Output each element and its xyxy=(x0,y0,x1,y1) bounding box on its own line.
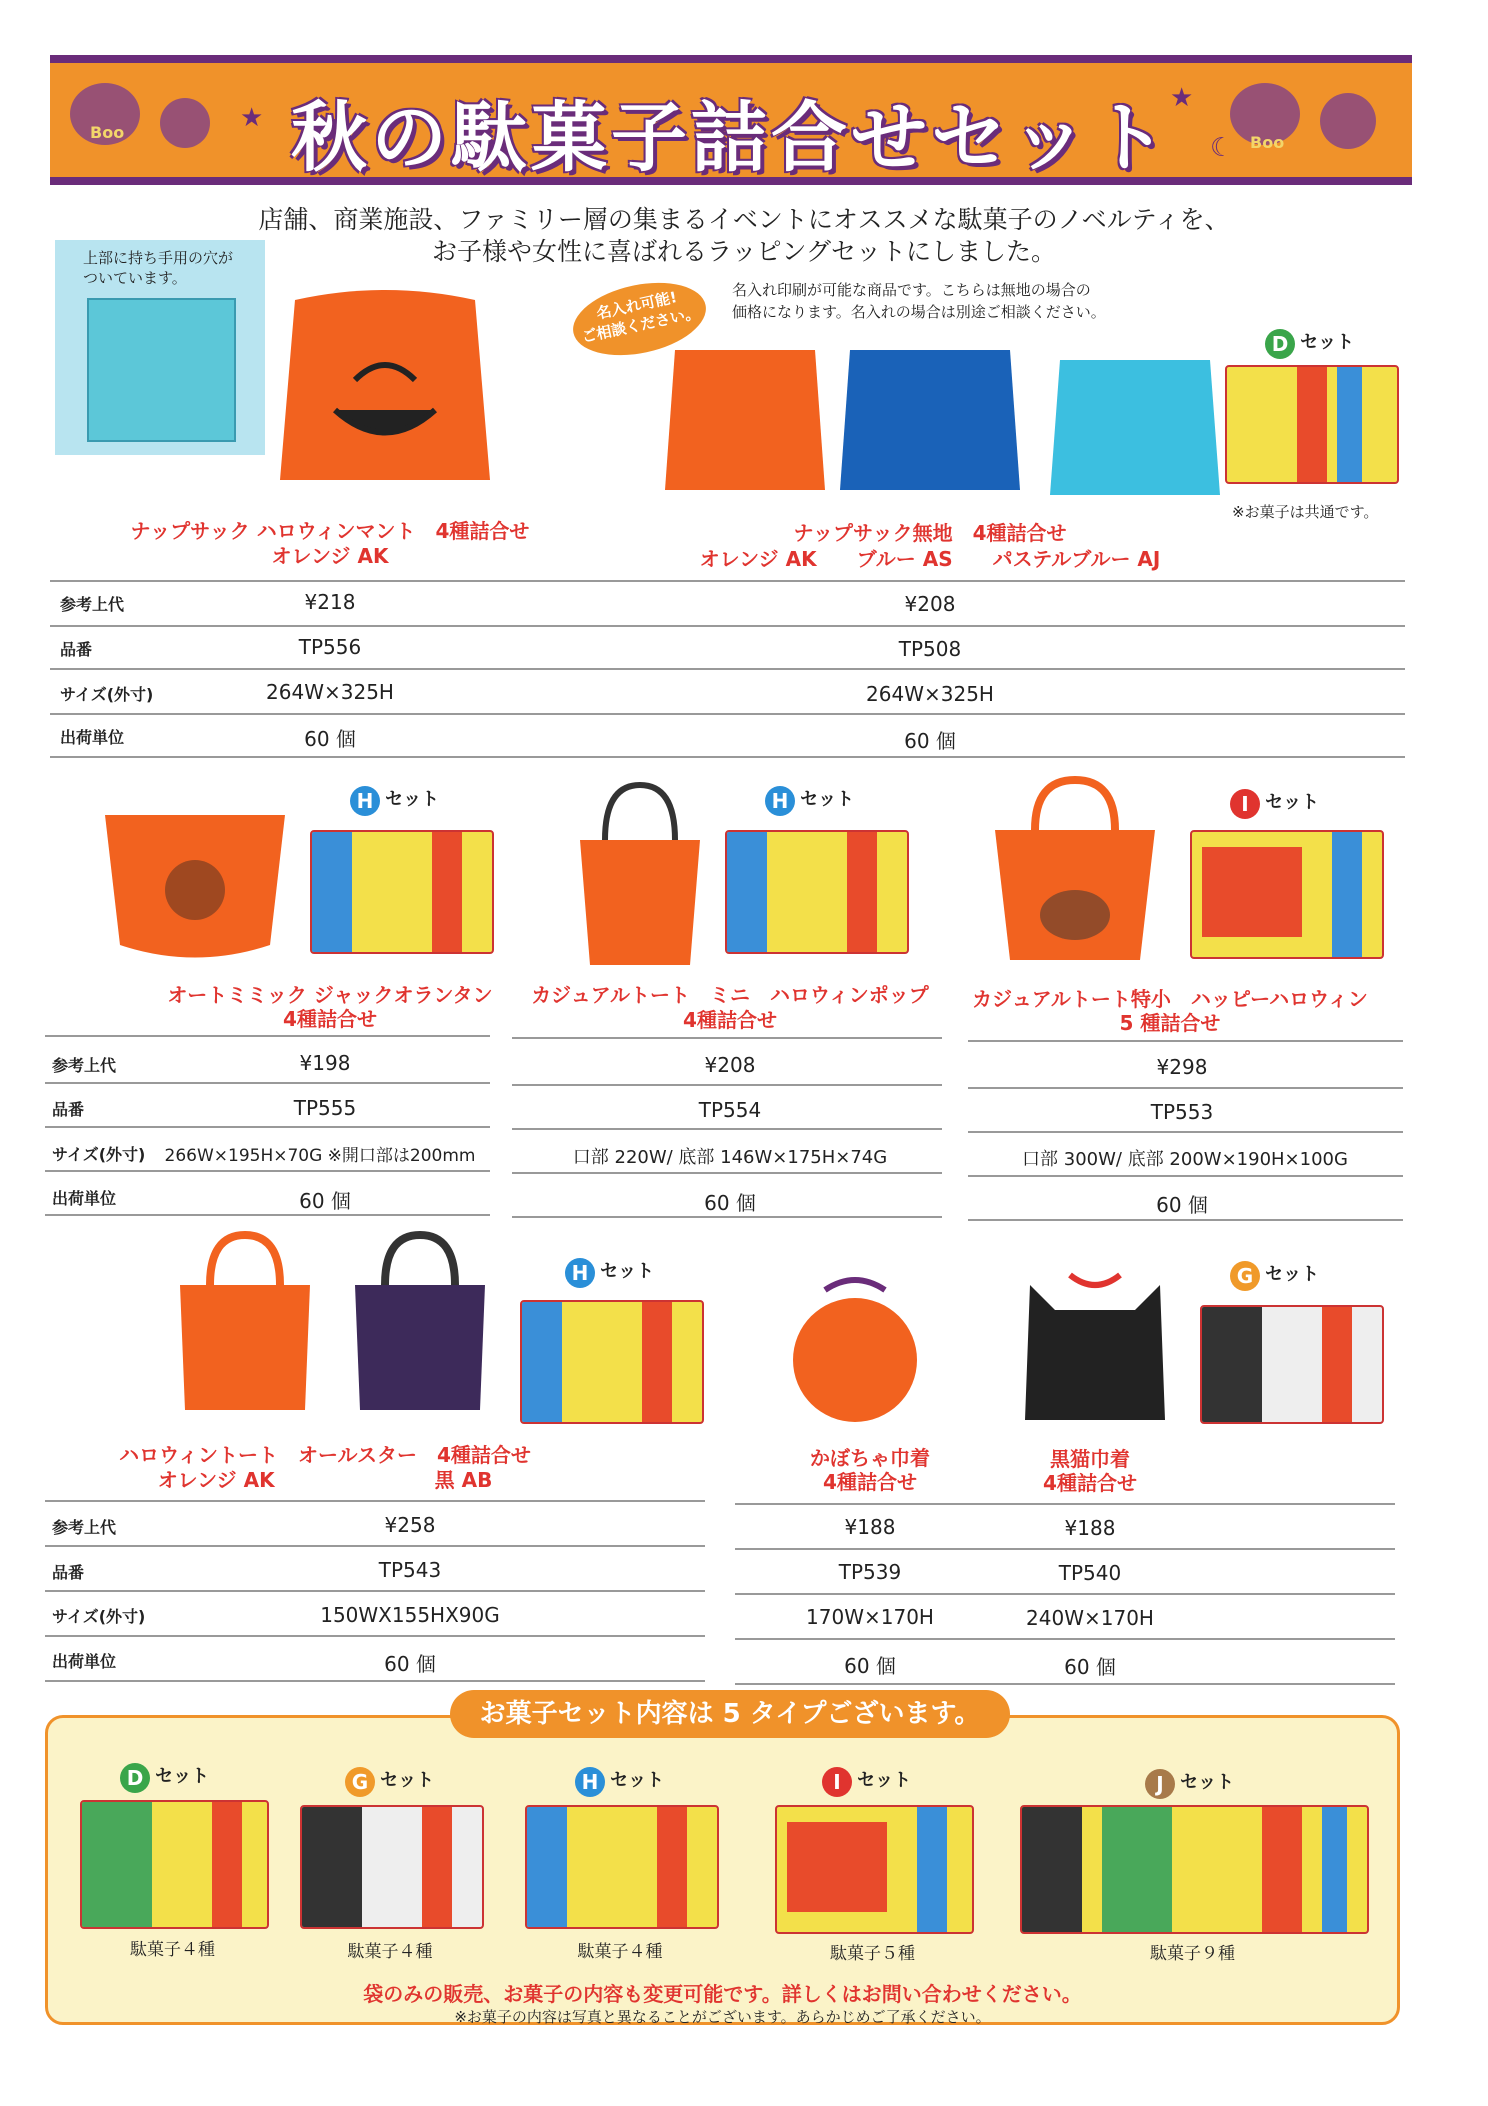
jack-o-lantern-bag-image xyxy=(95,795,295,965)
intro-line-1: 店舗、商業施設、ファミリー層の集まるイベントにオススメな駄菓子のノベルティを、 xyxy=(258,205,1230,234)
custom-order-note: 袋のみの販売、お菓子の内容も変更可能です。詳しくはお問い合わせください。 xyxy=(363,1982,1082,2006)
boo-text: Boo xyxy=(90,123,125,142)
product-name: カジュアルトート ミニ ハロウィンポップ xyxy=(531,983,929,1007)
set-label: セット xyxy=(385,789,440,810)
halloween-pop-tote-image xyxy=(570,780,710,970)
divider xyxy=(45,1545,705,1547)
divider xyxy=(50,625,1405,627)
set-letter-badge: G xyxy=(1230,1261,1260,1291)
divider xyxy=(45,1170,490,1172)
code-label: 品番 xyxy=(52,1563,85,1582)
code-value: TP553 xyxy=(1150,1100,1214,1124)
name-print-note-2: 価格になります。名入れの場合は別途ご相談ください。 xyxy=(732,303,1106,321)
size-value: 264W×325H xyxy=(266,680,394,704)
product-name: オートミミック ジャックオランタン xyxy=(167,983,493,1007)
set-h-label xyxy=(350,785,439,816)
divider xyxy=(512,1216,942,1218)
price-label: 参考上代 xyxy=(60,595,125,614)
divider xyxy=(968,1087,1403,1089)
title-banner xyxy=(50,55,1412,185)
code-value: TP556 xyxy=(298,635,362,659)
snack-set-image xyxy=(1200,1305,1384,1424)
divider xyxy=(45,1680,705,1682)
set-letter-badge: G xyxy=(345,1767,375,1797)
happy-halloween-tote-image xyxy=(990,775,1160,965)
snack-set-caption: 駄菓子９種 xyxy=(1150,1944,1235,1964)
pumpkin-knapsack-image xyxy=(265,270,505,490)
price-value: ¥258 xyxy=(384,1513,436,1537)
product-name: 黒猫巾着 xyxy=(1050,1447,1130,1471)
snack-set-d-image xyxy=(80,1800,269,1929)
size-value: 150WX155HX90G xyxy=(320,1603,500,1627)
unit-label: 出荷単位 xyxy=(60,728,125,747)
price-value: ¥188 xyxy=(844,1515,896,1539)
size-value: 266W×195H×70G ※開口部は200mm xyxy=(164,1146,476,1166)
divider xyxy=(45,1635,705,1637)
product-name: かぼちゃ巾着 xyxy=(810,1446,930,1470)
divider xyxy=(512,1128,942,1130)
code-value: TP543 xyxy=(378,1558,442,1582)
unit-value: 60 個 xyxy=(704,1191,756,1215)
unit-value: 60 個 xyxy=(904,729,956,753)
set-letter-badge: H xyxy=(565,1258,595,1288)
snack-set-caption: 駄菓子４種 xyxy=(577,1942,663,1962)
snack-set-image xyxy=(520,1300,704,1424)
handle-note: 上部に持ち手用の穴が ついています。 xyxy=(83,249,234,287)
set-letter-badge: H xyxy=(765,786,795,816)
divider xyxy=(50,668,1405,670)
snack-set-g-image xyxy=(300,1805,484,1929)
product-count: 4種詰合せ xyxy=(823,1470,917,1494)
divider xyxy=(45,1082,490,1084)
product-count: 4種詰合せ xyxy=(283,1007,377,1031)
set-label: セット xyxy=(155,1766,210,1787)
snack-set-h-image xyxy=(525,1805,719,1929)
pumpkin-pouch-image xyxy=(785,1265,925,1425)
set-letter-badge: J xyxy=(1145,1769,1175,1799)
divider xyxy=(45,1500,705,1502)
unit-label: 出荷単位 xyxy=(52,1189,117,1208)
price-value: ¥208 xyxy=(704,1053,756,1077)
handle-note-box xyxy=(55,240,265,455)
set-i-label xyxy=(1230,788,1319,819)
size-value: 170W×170H xyxy=(806,1605,934,1629)
name-print-note: 名入れ印刷が可能な商品です。こちらは無地の場合の xyxy=(732,281,1091,299)
set-letter-badge: H xyxy=(575,1767,605,1797)
snack-set-image xyxy=(725,830,909,954)
divider xyxy=(45,1590,705,1592)
size-value: 264W×325H xyxy=(866,682,994,706)
unit-value: 60 個 xyxy=(1156,1193,1208,1217)
size-value: 口部 220W/ 底部 146W×175H×74G xyxy=(572,1147,888,1168)
code-label: 品番 xyxy=(52,1100,85,1119)
set-j-label xyxy=(1145,1768,1234,1799)
snack-set-caption: 駄菓子４種 xyxy=(130,1940,215,1960)
divider xyxy=(50,713,1405,715)
set-letter-badge: H xyxy=(350,786,380,816)
snack-sets-title: お菓子セット内容は 5 タイプございます。 xyxy=(450,1690,1010,1738)
divider xyxy=(512,1037,942,1039)
set-label: セット xyxy=(610,1770,665,1791)
product-color: オレンジ AK 黒 AB xyxy=(157,1468,493,1492)
snack-set-caption: 駄菓子５種 xyxy=(830,1944,915,1964)
intro-line-2: お子様や女性に喜ばれるラッピングセットにしました。 xyxy=(431,237,1056,266)
price-value: ¥188 xyxy=(1064,1516,1116,1540)
snack-set-image xyxy=(1190,830,1384,959)
divider xyxy=(968,1219,1403,1221)
divider xyxy=(735,1503,1395,1505)
name-print-badge: 名入れ可能! ご相談ください。 xyxy=(566,272,712,367)
divider xyxy=(968,1175,1403,1177)
product-count: 4種詰合せ xyxy=(683,1008,777,1032)
set-h-label xyxy=(765,785,854,816)
divider xyxy=(968,1040,1403,1042)
pastel-blue-knapsack-image xyxy=(1040,350,1230,505)
orange-knapsack-image xyxy=(655,330,835,500)
set-letter-badge: D xyxy=(120,1763,150,1793)
star-icon: ★ xyxy=(1170,83,1194,113)
divider xyxy=(45,1035,490,1037)
set-g-label xyxy=(1230,1260,1319,1291)
product-name: ナップサック ハロウィンマント 4種詰合せ xyxy=(130,519,530,543)
divider xyxy=(45,1214,490,1216)
divider xyxy=(45,1126,490,1128)
product-color: オレンジ AK xyxy=(271,544,389,568)
snack-set-image xyxy=(1225,365,1399,484)
set-h-label xyxy=(565,1257,654,1288)
set-letter-badge: D xyxy=(1265,329,1295,359)
divider xyxy=(735,1683,1395,1685)
unit-label: 出荷単位 xyxy=(52,1652,117,1671)
product-count: 5 種詰合せ xyxy=(1119,1011,1221,1035)
divider xyxy=(735,1638,1395,1640)
price-value: ¥208 xyxy=(904,592,956,616)
set-label: セット xyxy=(857,1770,912,1791)
product-color: オレンジ AK ブルー AS パステルブルー AJ xyxy=(699,547,1161,571)
divider xyxy=(968,1131,1403,1133)
divider xyxy=(735,1548,1395,1550)
code-value: TP539 xyxy=(838,1560,902,1584)
set-label: セット xyxy=(380,1770,435,1791)
set-d-label xyxy=(1265,328,1354,359)
size-label: サイズ(外寸) xyxy=(60,685,154,704)
bag-image xyxy=(87,298,236,442)
code-value: TP508 xyxy=(898,637,962,661)
unit-value: 60 個 xyxy=(304,727,356,751)
product-name: ハロウィントート オールスター 4種詰合せ xyxy=(119,1443,531,1467)
set-label: セット xyxy=(800,789,855,810)
price-label: 参考上代 xyxy=(52,1056,117,1075)
unit-value: 60 個 xyxy=(299,1189,351,1213)
code-value: TP540 xyxy=(1058,1561,1122,1585)
code-value: TP554 xyxy=(698,1098,762,1122)
product-name: ナップサック無地 4種詰合せ xyxy=(793,521,1067,545)
page-title: 秋の駄菓子詰合せセット xyxy=(291,93,1171,182)
set-letter-badge: I xyxy=(822,1767,852,1797)
set-i-label xyxy=(822,1766,911,1797)
disclaimer-note: ※お菓子の内容は写真と異なることがございます。あらかじめご了承ください。 xyxy=(454,2008,991,2026)
common-snack-note: ※お菓子は共通です。 xyxy=(1232,503,1379,521)
set-h-label xyxy=(575,1766,664,1797)
set-letter-badge: I xyxy=(1230,789,1260,819)
size-label: サイズ(外寸) xyxy=(52,1145,146,1164)
divider xyxy=(512,1084,942,1086)
price-value: ¥298 xyxy=(1156,1055,1208,1079)
code-value: TP555 xyxy=(293,1096,357,1120)
price-value: ¥198 xyxy=(299,1051,351,1075)
set-d-label xyxy=(120,1762,209,1793)
divider xyxy=(512,1172,942,1174)
boo-text: Boo xyxy=(1250,133,1285,152)
snack-set-j-image xyxy=(1020,1805,1369,1934)
size-value: 口部 300W/ 底部 200W×190H×100G xyxy=(1022,1149,1348,1170)
all-star-tote-black-image xyxy=(345,1230,495,1415)
snack-set-image xyxy=(310,830,494,954)
unit-value: 60 個 xyxy=(384,1652,436,1676)
code-label: 品番 xyxy=(60,640,93,659)
set-label: セット xyxy=(1300,332,1355,353)
unit-value: 60 個 xyxy=(844,1654,896,1678)
divider xyxy=(50,756,1405,758)
price-value: ¥218 xyxy=(304,590,356,614)
star-icon: ★ xyxy=(240,103,264,133)
set-label: セット xyxy=(1265,1264,1320,1285)
all-star-tote-orange-image xyxy=(170,1230,320,1415)
unit-value: 60 個 xyxy=(1064,1655,1116,1679)
moon-icon: ☾ xyxy=(1210,133,1234,163)
snack-set-i-image xyxy=(775,1805,974,1934)
black-cat-pouch-image xyxy=(1015,1255,1175,1425)
set-label: セット xyxy=(1265,792,1320,813)
size-value: 240W×170H xyxy=(1026,1606,1154,1630)
set-label: セット xyxy=(600,1261,655,1282)
product-count: 4種詰合せ xyxy=(1043,1471,1137,1495)
product-name: カジュアルトート特小 ハッピーハロウィン xyxy=(972,987,1368,1011)
divider xyxy=(50,580,1405,582)
set-g-label xyxy=(345,1766,434,1797)
size-label: サイズ(外寸) xyxy=(52,1607,146,1626)
set-label: セット xyxy=(1180,1772,1235,1793)
blue-knapsack-image xyxy=(830,340,1030,500)
divider xyxy=(735,1593,1395,1595)
snack-set-caption: 駄菓子４種 xyxy=(347,1942,433,1962)
price-label: 参考上代 xyxy=(52,1518,117,1537)
